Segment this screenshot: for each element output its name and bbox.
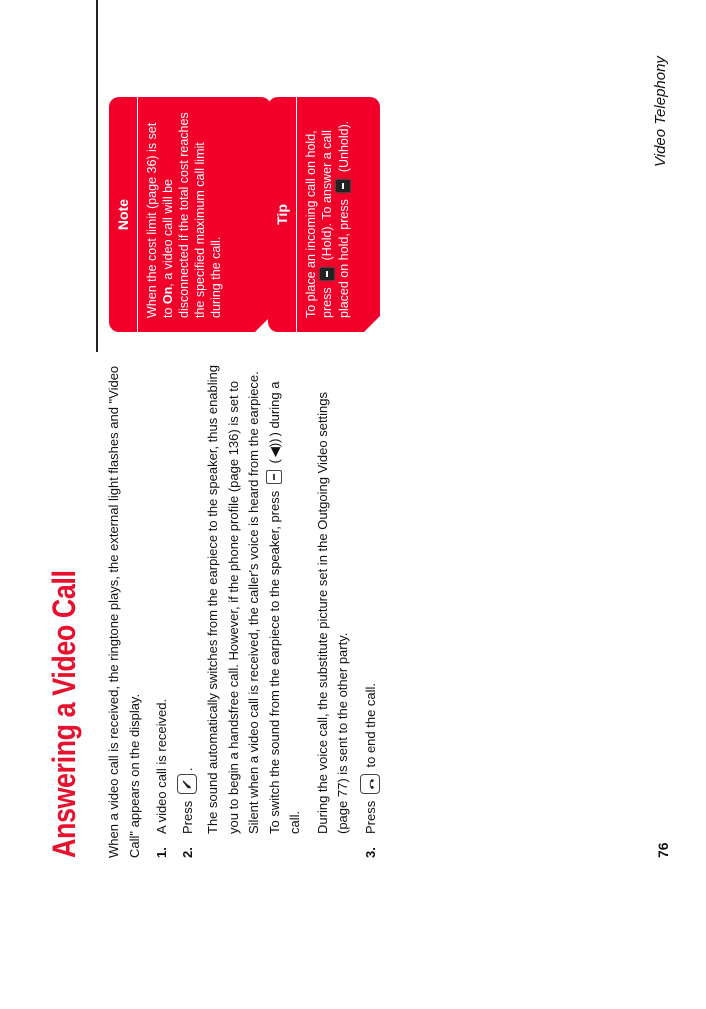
step-number: 2. (179, 847, 195, 858)
softkey-icon (266, 470, 282, 484)
hold-softkey-icon (319, 267, 335, 281)
tip-body: To place an incoming call on hold, press (Hold). To answer a call placed on hold, press (Unhold). (304, 120, 351, 318)
note-box (109, 97, 271, 332)
tip-box (268, 97, 380, 332)
header-rule (96, 0, 98, 352)
note-heading: Note (115, 198, 131, 231)
tip-rule (296, 97, 297, 332)
tip-heading: Tip (274, 204, 290, 225)
step-3 (361, 358, 382, 858)
step-number: 3. (362, 847, 378, 858)
step-1 (152, 358, 173, 858)
substitute-picture-paragraph: During the voice call, the substitute picture set in the Outgoing Video settings (page 77) is sent to the other party. (314, 391, 351, 834)
main-content (104, 358, 386, 858)
step-text: Press (179, 800, 195, 834)
step-2 (178, 358, 199, 858)
page-number: 76 (655, 842, 671, 858)
step-text-end: . (179, 767, 195, 772)
note-body: When the cost limit (page 36) is set to On, a video call will be disconnected if the total cost reaches the specified maximum call limit during the call. (145, 112, 223, 318)
section-name: Video Telephony (652, 56, 669, 167)
step-text-end: to end the call. (362, 682, 378, 768)
speaker-explanation: The sound automatically switches from the earpiece to the speaker, thus enabling you to begin a handsfree call. However, if the phone profile (page 136) is set to Silent when a video call is received, the caller's voice is heard from the earpiece. To switch the sound from the earpiece to the speaker, press (◀))) during a call. (205, 365, 303, 834)
end-key-icon (360, 774, 380, 794)
note-rule (137, 97, 138, 332)
step-text: A video call is received. (154, 698, 169, 834)
intro-paragraph: When a video call is received, the ringtone plays, the external light flashes and "Video Call" appears on the display. (106, 365, 142, 858)
page-title: Answering a Video Call (46, 570, 82, 858)
unhold-softkey-icon (335, 179, 351, 193)
send-key-icon (177, 774, 197, 794)
step-number: 1. (154, 847, 169, 858)
step-text: Press (362, 800, 378, 834)
speaker-icon: ◀)) (266, 438, 282, 458)
